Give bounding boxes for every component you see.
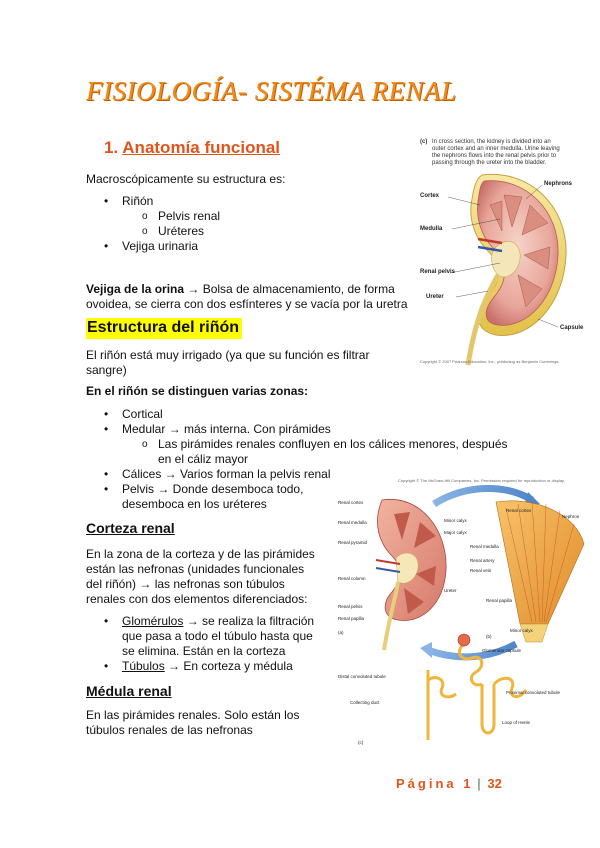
fig2-panel-c: (c)	[358, 740, 364, 745]
list-item: • Vejiga urinaria	[104, 239, 199, 253]
estructura-heading: Estructura del riñón	[86, 318, 242, 339]
fig2-label-renal-pelvis: Renal pelvis	[338, 604, 363, 609]
fig2-label-renal-papilla-r: Renal papilla	[486, 598, 513, 603]
fig1-caption-line: In cross section, the kidney is divided into an	[432, 139, 551, 145]
fig1-label-capsule: Capsule	[560, 325, 584, 331]
section-number: 1.	[104, 138, 119, 157]
list-item: • Medular → más interna. Con pirámides	[104, 422, 331, 436]
page-total: 32	[487, 776, 502, 791]
medula-heading: Médula renal	[86, 683, 172, 699]
medula-paragraph: En las pirámides renales. Solo están los túbulos renales de las nefronas	[86, 708, 300, 737]
fig2-copyright: Copyright © The McGraw-Hill Companies, Inc. Permission required for reproduction or display.	[398, 478, 565, 483]
fig2-label-renal-pyramid: Renal pyramid	[338, 540, 368, 545]
fig2-label-renal-cortex-r: Renal cortex	[506, 508, 532, 513]
list-item: o Uréteres	[142, 224, 205, 238]
fig2-label-renal-column: Renal column	[338, 576, 366, 581]
fig1-label-renal-pelvis: Renal pelvis	[420, 269, 456, 275]
section-title: Anatomía funcional	[122, 138, 281, 157]
page-number: 1	[463, 776, 471, 791]
fig2-label-major-calyx: Major calyx	[444, 530, 467, 535]
fig1-caption-prefix: (c)	[420, 139, 428, 145]
fig1-caption-line: the nephrons flows into the renal pelvis prior to	[432, 153, 557, 159]
fig2-label-minor-calyx: Minor calyx	[444, 518, 467, 523]
corteza-heading: Corteza renal	[86, 520, 175, 536]
fig1-label-medulla: Medulla	[420, 226, 443, 232]
section-heading-anatomia	[104, 138, 280, 158]
vejiga-term: Vejiga de la orina	[86, 282, 185, 296]
glomerulos-term: Glomérulos	[122, 614, 184, 628]
fig2-pyramid-shape	[496, 501, 584, 624]
corteza-list	[86, 614, 346, 674]
zonas-heading: En el riñón se distinguen varias zonas:	[86, 384, 309, 398]
list-item: • Cálices → Varios forman la pelvis renal	[104, 467, 331, 481]
list-item: • Pelvis → Donde desemboca todo, desemboca en los uréteres	[104, 482, 304, 511]
fig2-label-renal-cortex: Renal cortex	[338, 500, 364, 505]
fig2-label-collecting-duct: Collecting duct	[350, 700, 380, 705]
fig2-label-renal-vein: Renal vein	[470, 568, 492, 573]
page-word: Página	[396, 776, 457, 791]
intro-text: Macroscópicamente su estructura es:	[86, 172, 286, 186]
fig1-caption-line: outer cortex and an inner medulla. Urine leaving	[432, 146, 560, 152]
fig2-label-minor-calyx-r: Minor calyx	[510, 628, 533, 633]
fig2-label-distal-tubule: Distal convoluted tubule	[338, 674, 386, 679]
list-item: • Cortical	[104, 407, 163, 421]
fig2-label-ureter: Ureter	[444, 588, 457, 593]
corteza-paragraph: En la zona de la corteza y de las pirámides están las nefronas (unidades funcionales del riñón) → las nefronas son túbulos renales con dos elementos diferenciados:	[86, 547, 315, 606]
fig1-caption-line: passing through the ureter into the bladder.	[432, 160, 547, 166]
list-item: • Túbulos → En corteza y médula	[104, 659, 293, 673]
fig1-label-ureter: Ureter	[426, 294, 444, 300]
fig2-panel-b: (b)	[486, 634, 492, 639]
fig1-copyright: Copyright © 2007 Pearson Education, Inc., publishing as Benjamin Cummings.	[420, 359, 560, 364]
fig2-label-loop-of-henle: Loop of Henle	[502, 720, 531, 725]
page-footer	[396, 776, 502, 791]
fig2-label-renal-medulla-r: Renal medulla	[470, 544, 499, 549]
kidney-nephron-figure	[336, 474, 588, 752]
vejiga-paragraph: Vejiga de la orina → Bolsa de almacenamiento, de forma ovoidea, se cierra con dos esfínteres y se vacía por la uretra	[86, 282, 408, 311]
footer-separator: |	[477, 776, 481, 791]
fig2-label-glomerular-capsule: Glomerular capsule	[482, 648, 522, 653]
fig1-label-cortex: Cortex	[420, 193, 440, 199]
list-item: o Las pirámides renales confluyen en los cálices menores, después en el cáliz mayor	[142, 437, 508, 466]
fig2-panel-a: (a)	[338, 630, 344, 635]
fig2-label-proximal-tubule: Proximal convoluted tubule	[506, 690, 561, 695]
fig2-label-nephron: Nephron	[562, 514, 580, 519]
fig2-label-renal-medulla: Renal medulla	[338, 520, 367, 525]
estructura-paragraph: El riñón está muy irrigado (ya que su función es filtrar sangre)	[86, 348, 370, 377]
fig2-label-renal-papilla: Renal papilla	[338, 616, 365, 621]
document-title: FISIOLOGÍA- SISTÉMA RENAL	[86, 76, 457, 106]
intro-list	[86, 194, 346, 254]
fig1-label-nephrons: Nephrons	[544, 181, 573, 187]
kidney-cross-section-figure	[418, 135, 586, 367]
tubulos-term: Túbulos	[122, 659, 165, 673]
list-item: • Glomérulos → se realiza la filtración que pasa a todo el túbulo hasta que se elimina. Están en la corteza	[104, 614, 315, 658]
list-item: • Riñón	[104, 194, 154, 208]
fig2-label-renal-artery: Renal artery	[470, 558, 495, 563]
list-item: o Pelvis renal	[142, 209, 221, 223]
